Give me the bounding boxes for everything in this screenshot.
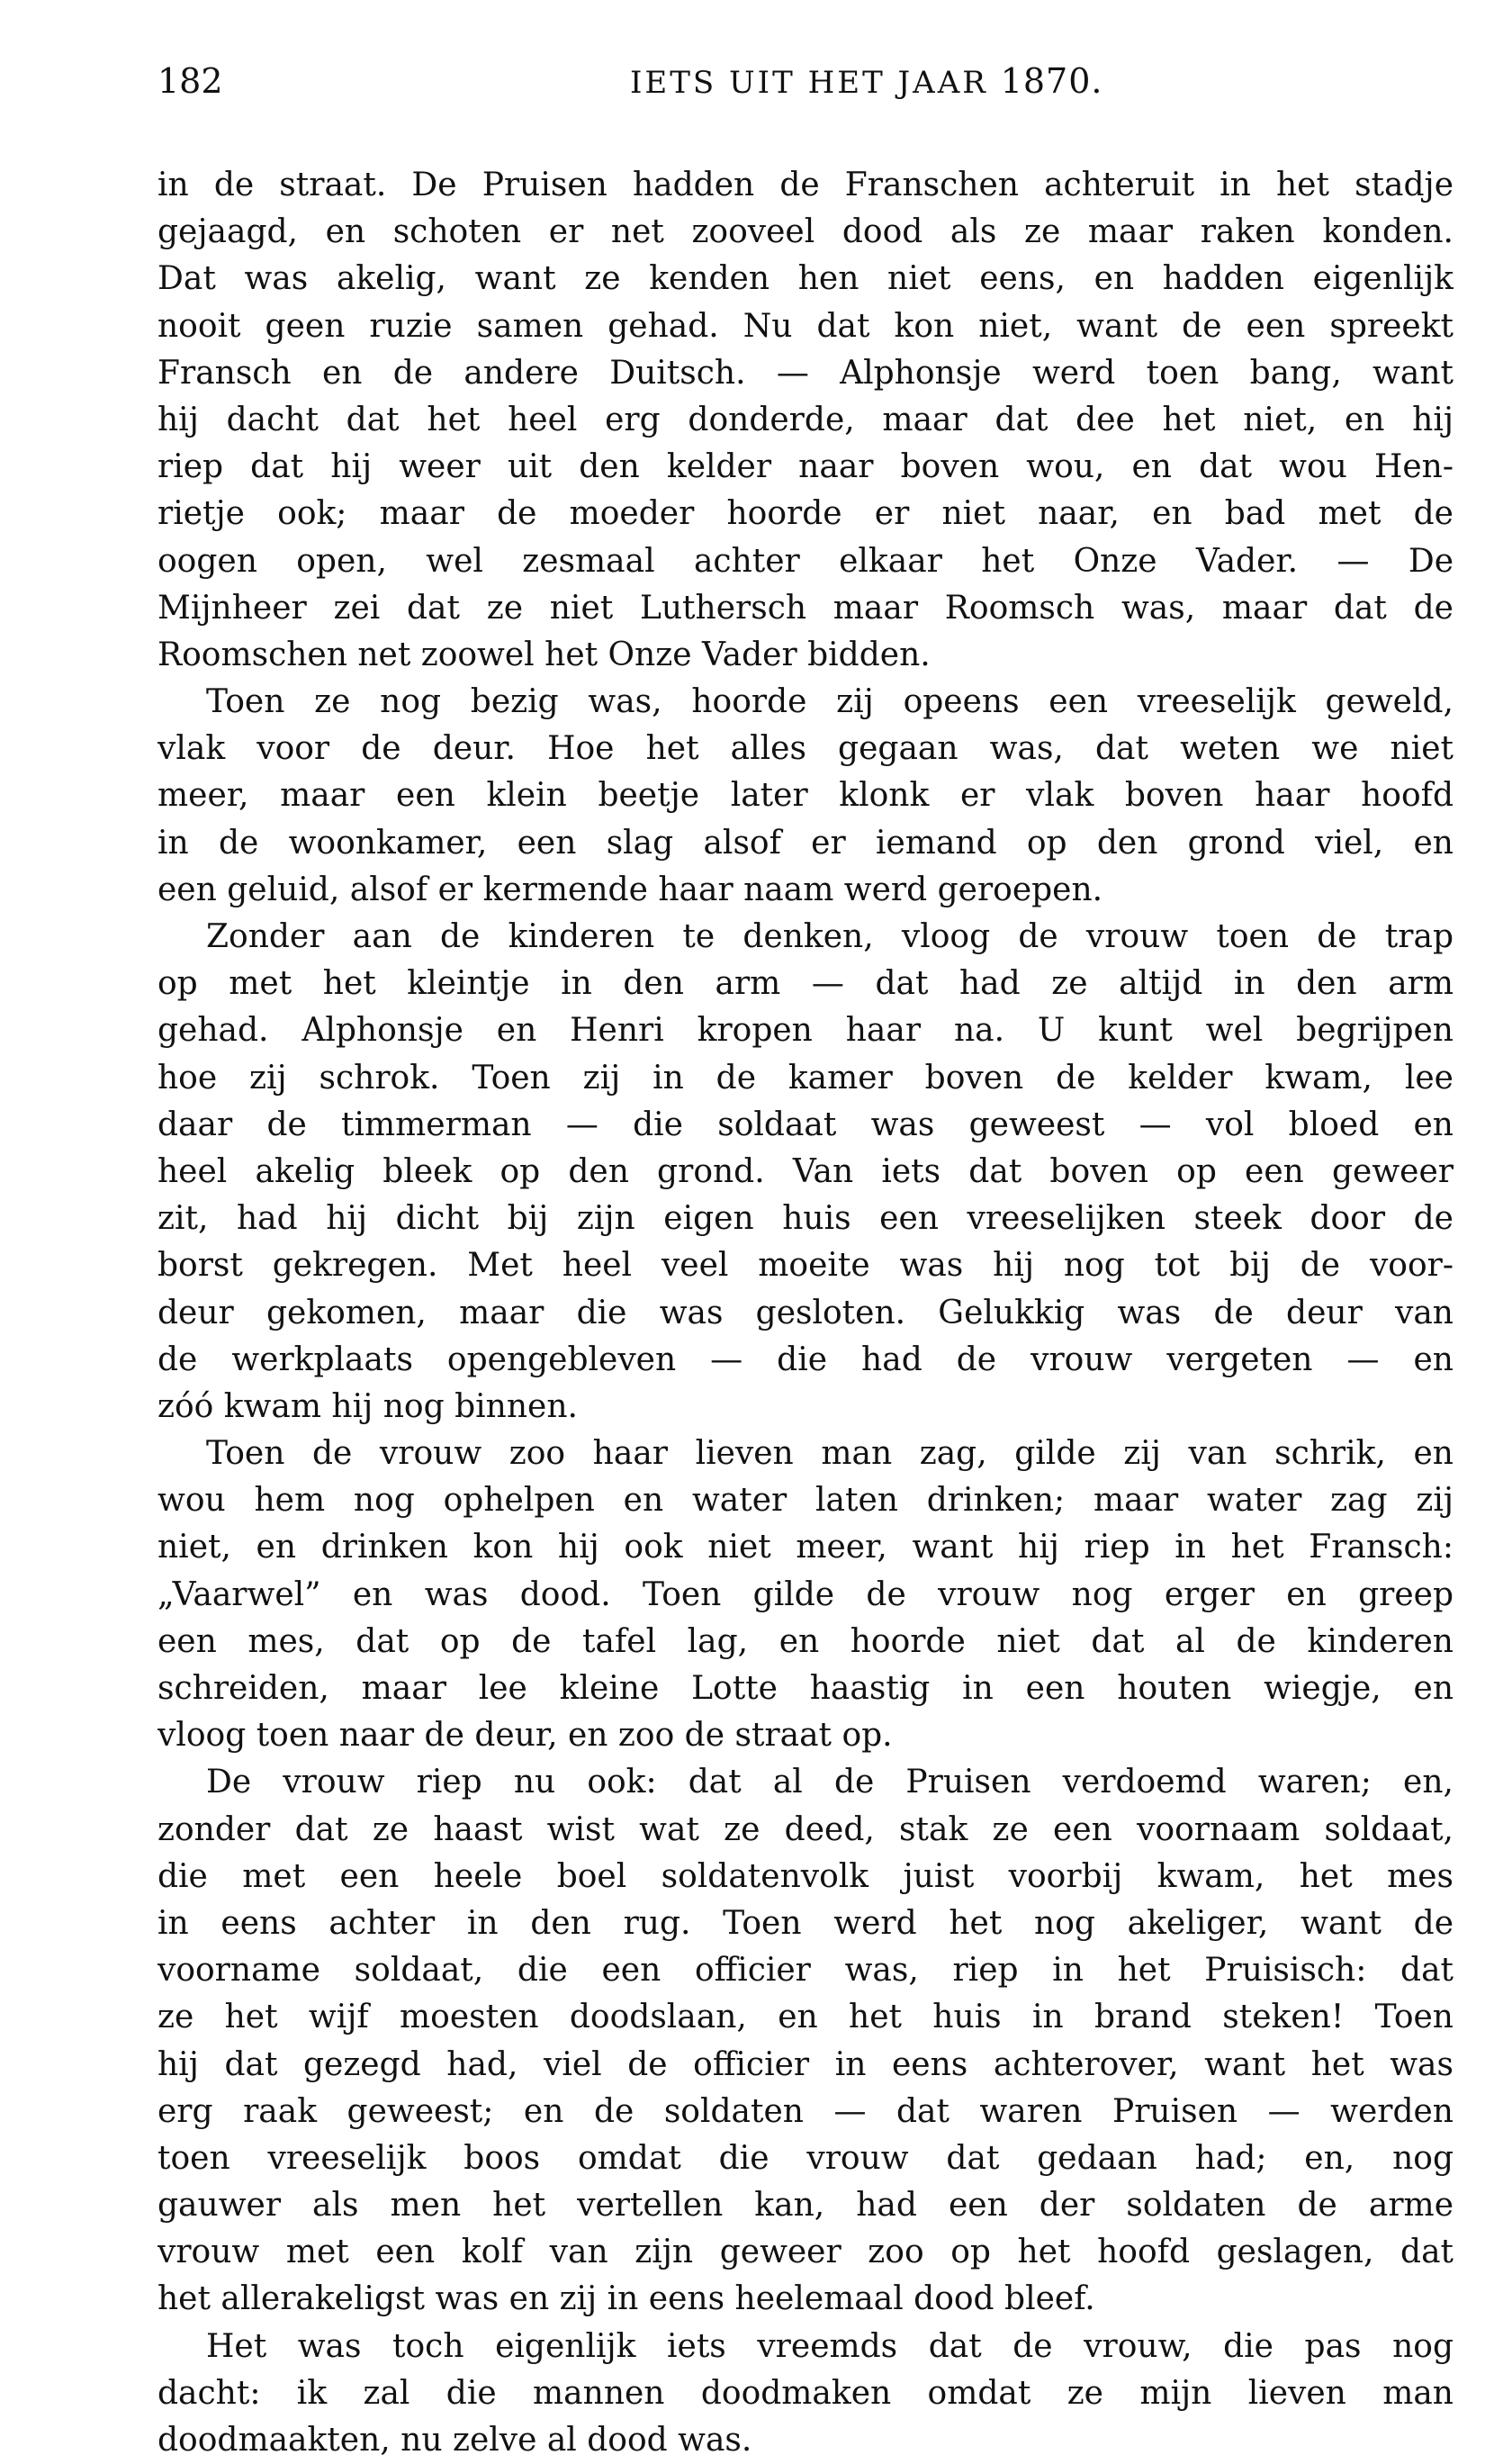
running-title-year: 1870. xyxy=(1000,61,1103,101)
text-line: een geluid, alsof er kermende haar naam werd geroepen. xyxy=(158,871,1103,908)
body-text xyxy=(158,162,1454,2464)
text-line: vlak voor de deur. Hoe het alles gegaan was, dat weten we niet xyxy=(158,730,1454,768)
text-line: voorname soldaat, die een officier was, riep in het Pruisisch: dat xyxy=(158,1952,1454,1990)
text-line: doodmaakten, nu zelve al dood was. xyxy=(158,2422,752,2459)
text-line: „Vaarwel” en was dood. Toen gilde de vrouw nog erger en greep xyxy=(158,1575,1454,1613)
text-line: gejaagd, en schoten er net zooveel dood als ze maar raken konden. xyxy=(158,213,1454,251)
text-line: zóó kwam hij nog binnen. xyxy=(158,1387,578,1425)
text-line: borst gekregen. Met heel veel moeite was hij nog tot bij de voor- xyxy=(158,1247,1454,1285)
text-line: rietje ook; maar de moeder hoorde er niet naar, en bad met de xyxy=(158,495,1454,533)
text-line: hij dacht dat het heel erg donderde, maar dat dee het niet, en hij xyxy=(158,401,1454,438)
text-line: vrouw met een kolf van zijn geweer zoo op het hoofd geslagen, dat xyxy=(158,2234,1454,2271)
text-line: op met het kleintje in den arm — dat had ze altijd in den arm xyxy=(158,965,1454,1003)
text-line: Fransch en de andere Duitsch. — Alphonsje werd toen bang, want xyxy=(158,354,1454,392)
text-line: het allerakeligst was en zij in eens heelemaal dood bleef. xyxy=(158,2280,1095,2318)
text-line: vloog toen naar de deur, en zoo de straat op. xyxy=(158,1717,893,1755)
text-line: gehad. Alphonsje en Henri kropen haar na. U kunt wel begrijpen xyxy=(158,1012,1454,1050)
text-line: een mes, dat op de tafel lag, en hoorde niet dat al de kinderen xyxy=(158,1622,1454,1660)
text-line: Toen de vrouw zoo haar lieven man zag, gilde zij van schrik, en xyxy=(206,1435,1454,1473)
text-line: wou hem nog ophelpen en water laten drinken; maar water zag zij xyxy=(158,1482,1454,1520)
text-line: toen vreeselijk boos omdat die vrouw dat gedaan had; en, nog xyxy=(158,2139,1454,2177)
text-line: nooit geen ruzie samen gehad. Nu dat kon niet, want de een spreekt xyxy=(158,307,1454,345)
text-line: Toen ze nog bezig was, hoorde zij opeens een vreeselijk geweld, xyxy=(206,683,1454,721)
text-line: De vrouw riep nu ook: dat al de Pruisen verdoemd waren; en, xyxy=(206,1764,1454,1801)
text-line: erg raak geweest; en de soldaten — dat waren Pruisen — werden xyxy=(158,2092,1454,2130)
text-line: dacht: ik zal die mannen doodmaken omdat ze mijn lieven man xyxy=(158,2374,1454,2412)
running-title xyxy=(630,54,1103,110)
text-line: oogen open, wel zesmaal achter elkaar het Onze Vader. — De xyxy=(158,542,1454,580)
text-line: deur gekomen, maar die was gesloten. Gelukkig was de deur van xyxy=(158,1294,1454,1331)
text-line: hoe zij schrok. Toen zij in de kamer boven de kelder kwam, lee xyxy=(158,1059,1454,1097)
running-head xyxy=(158,54,1454,108)
text-line: meer, maar een klein beetje later klonk er vlak boven haar hoofd xyxy=(158,777,1454,815)
page-number: 182 xyxy=(158,61,223,101)
running-title-text: IETS UIT HET JAAR xyxy=(630,65,1001,101)
text-line: Roomschen net zoowel het Onze Vader bidden. xyxy=(158,636,931,673)
text-line: schreiden, maar lee kleine Lotte haastig in een houten wiegje, en xyxy=(158,1670,1454,1707)
text-line: riep dat hij weer uit den kelder naar boven wou, en dat wou Hen- xyxy=(158,448,1454,486)
text-line: niet, en drinken kon hij ook niet meer, want hij riep in het Fransch: xyxy=(158,1529,1454,1566)
text-line: die met een heele boel soldatenvolk juist voorbij kwam, het mes xyxy=(158,1857,1454,1895)
text-line: Dat was akelig, want ze kenden hen niet eens, en hadden eigenlijk xyxy=(158,260,1454,298)
text-line: in de straat. De Pruisen hadden de Franschen achteruit in het stadje xyxy=(158,167,1454,203)
text-line: in eens achter in den rug. Toen werd het nog akeliger, want de xyxy=(158,1904,1454,1942)
text-line: Zonder aan de kinderen te denken, vloog de vrouw toen de trap xyxy=(206,918,1454,955)
text-line: daar de timmerman — die soldaat was geweest — vol bloed en xyxy=(158,1106,1454,1143)
text-line: gauwer als men het vertellen kan, had een der soldaten de arme xyxy=(158,2187,1454,2225)
text-line: Mijnheer zei dat ze niet Luthersch maar Roomsch was, maar dat de xyxy=(158,589,1454,627)
text-line: in de woonkamer, een slag alsof er iemand op den grond viel, en xyxy=(158,824,1454,862)
text-line: zit, had hij dicht bij zijn eigen huis een vreeselijken steek door de xyxy=(158,1200,1454,1238)
text-line: de werkplaats opengebleven — die had de vrouw vergeten — en xyxy=(158,1340,1454,1378)
text-line: zonder dat ze haast wist wat ze deed, stak ze een voornaam soldaat, xyxy=(158,1810,1454,1848)
text-line: ze het wijf moesten doodslaan, en het huis in brand steken! Toen xyxy=(158,1999,1454,2036)
text-line: Het was toch eigenlijk iets vreemds dat de vrouw, die pas nog xyxy=(206,2327,1454,2365)
text-line: heel akelig bleek op den grond. Van iets dat boven op een geweer xyxy=(158,1152,1454,1190)
text-line: hij dat gezegd had, viel de officier in eens achterover, want het was xyxy=(158,2045,1454,2083)
